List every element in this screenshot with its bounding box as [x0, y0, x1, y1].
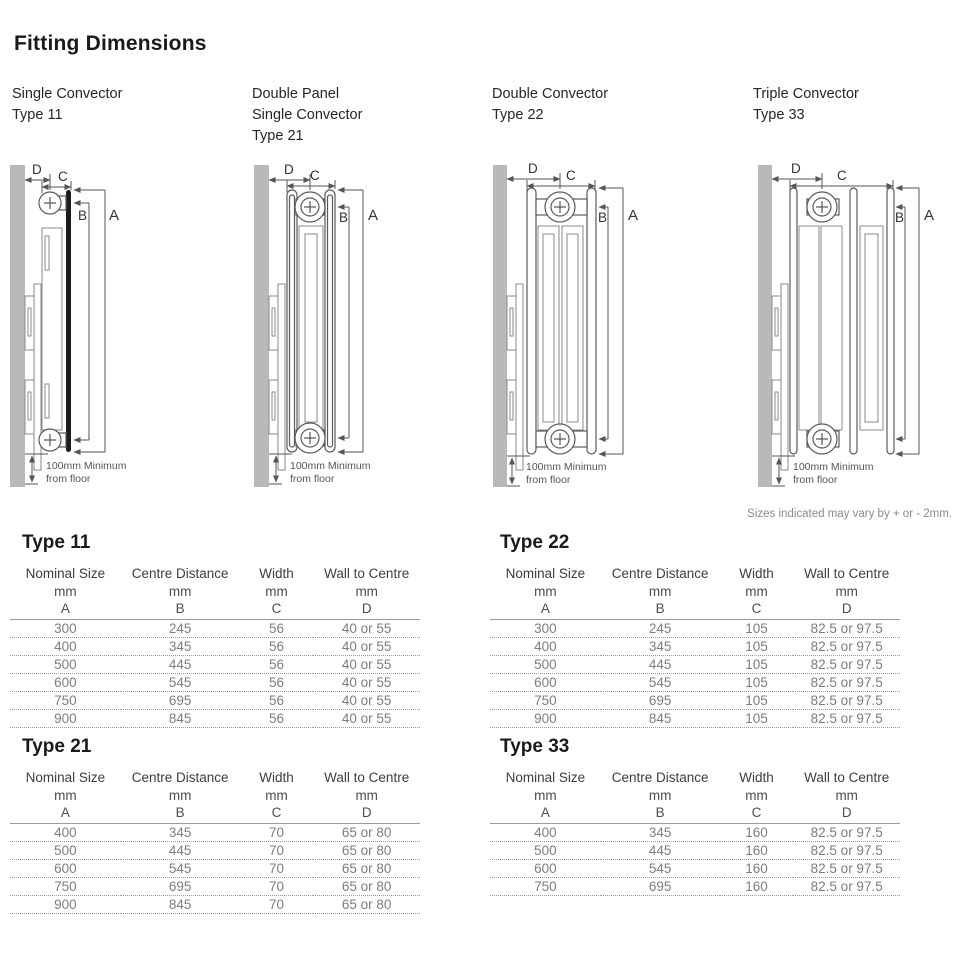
table-row [490, 842, 900, 860]
diagram-type22 [490, 162, 675, 494]
dim-b [74, 203, 89, 440]
table-cell: 160 [720, 842, 794, 860]
table-cell: 105 [720, 692, 794, 710]
table-cell: 82.5 or 97.5 [793, 710, 900, 728]
table-type33 [490, 768, 900, 896]
floor-note-line2: from floor [526, 474, 571, 486]
table-row [10, 824, 420, 842]
table-cell: 750 [490, 878, 601, 896]
col-header: Width [259, 566, 294, 581]
col-header: Centre Distance [611, 566, 709, 581]
table-header [490, 768, 900, 824]
table-cell: 56 [240, 656, 314, 674]
table-cell: 82.5 or 97.5 [793, 842, 900, 860]
col-unit: mm [534, 584, 557, 599]
dim-label-b: B [895, 210, 905, 225]
col-header: Nominal Size [25, 566, 106, 581]
col-letter: B [601, 600, 720, 620]
table-cell: 65 or 80 [313, 878, 420, 896]
diagram-type33 [753, 162, 953, 494]
col-unit: mm [168, 788, 192, 803]
col-letter: D [793, 600, 900, 620]
col-header: Wall to Centre [324, 770, 410, 785]
wall-bracket [772, 284, 788, 470]
table-cell: 160 [720, 860, 794, 878]
col-unit: mm [648, 788, 672, 803]
dim-label-c: C [837, 168, 847, 183]
table-cell: 600 [10, 860, 121, 878]
col-header: Wall to Centre [804, 770, 890, 785]
table-type11 [10, 564, 420, 728]
table-cell: 345 [601, 824, 720, 842]
col-unit: mm [355, 584, 378, 599]
caption-line: Double Panel [252, 86, 340, 102]
floor-note-line1: 100mm Minimum [46, 460, 127, 472]
table-row [490, 710, 900, 728]
wall [254, 165, 269, 487]
col-letter: C [240, 600, 314, 620]
table-cell: 82.5 or 97.5 [793, 692, 900, 710]
table-cell: 65 or 80 [313, 896, 420, 914]
table-body [10, 620, 420, 728]
col-letter: B [601, 804, 720, 824]
col-letter: D [313, 600, 420, 620]
table-cell: 245 [121, 620, 240, 638]
table-cell: 65 or 80 [313, 860, 420, 878]
table-row [490, 638, 900, 656]
col-letter: A [490, 600, 601, 620]
table-cell: 105 [720, 710, 794, 728]
caption-line: Type 22 [492, 107, 544, 123]
table-cell: 600 [490, 860, 601, 878]
dim-label-b: B [339, 210, 349, 225]
table-row [10, 674, 420, 692]
table-cell: 105 [720, 638, 794, 656]
table-cell: 70 [240, 824, 314, 842]
table-cell: 70 [240, 878, 314, 896]
col-letter: B [121, 600, 240, 620]
table-cell: 345 [121, 638, 240, 656]
dim-d [507, 162, 560, 189]
table-row [10, 896, 420, 914]
table-cell: 56 [240, 710, 314, 728]
valve-top-icon [39, 192, 66, 214]
dim-c [790, 168, 893, 192]
table-cell: 845 [121, 710, 240, 728]
table-cell: 500 [10, 842, 121, 860]
table-cell: 40 or 55 [313, 638, 420, 656]
floor-note-line2: from floor [793, 474, 838, 486]
table-cell: 500 [490, 656, 601, 674]
table-cell: 245 [601, 620, 720, 638]
table-cell: 82.5 or 97.5 [793, 638, 900, 656]
floor-note-line2: from floor [46, 473, 91, 485]
col-letter: C [720, 804, 794, 824]
table-cell: 40 or 55 [313, 674, 420, 692]
caption-type33 [753, 84, 859, 126]
table-cell: 695 [121, 878, 240, 896]
table-cell: 500 [10, 656, 121, 674]
table-cell: 82.5 or 97.5 [793, 656, 900, 674]
table-cell: 82.5 or 97.5 [793, 860, 900, 878]
table-cell: 845 [601, 710, 720, 728]
table-cell: 70 [240, 860, 314, 878]
table-cell: 65 or 80 [313, 824, 420, 842]
table-cell: 345 [601, 638, 720, 656]
dim-c [42, 169, 71, 193]
section-title-type11: Type 11 [22, 532, 91, 553]
table-cell: 105 [720, 620, 794, 638]
table-cell: 82.5 or 97.5 [793, 824, 900, 842]
col-header: Width [259, 770, 294, 785]
caption-line: Single Convector [12, 86, 123, 102]
col-unit: mm [355, 788, 378, 803]
table-cell: 70 [240, 842, 314, 860]
table-row [490, 824, 900, 842]
col-header: Nominal Size [25, 770, 106, 785]
table-cell: 900 [10, 896, 121, 914]
convector-fin [42, 228, 62, 430]
table-cell: 82.5 or 97.5 [793, 674, 900, 692]
caption-type11 [12, 84, 122, 126]
col-unit: mm [168, 584, 192, 599]
table-cell: 545 [601, 860, 720, 878]
col-letter: D [313, 804, 420, 824]
dim-label-d: D [791, 162, 801, 176]
dim-b [895, 207, 905, 439]
dim-a [74, 190, 119, 452]
convector-fins [538, 226, 583, 430]
caption-line: Type 33 [753, 107, 805, 123]
table-cell: 40 or 55 [313, 620, 420, 638]
col-unit: mm [745, 584, 768, 599]
tolerance-note: Sizes indicated may vary by + or - 2mm. [747, 508, 952, 520]
page-title: Fitting Dimensions [14, 32, 207, 55]
valve-top-icon [536, 192, 587, 222]
dim-b [598, 207, 608, 439]
table-cell: 750 [490, 692, 601, 710]
caption-line: Single Convector [252, 107, 363, 123]
floor-note-line1: 100mm Minimum [793, 461, 874, 473]
dim-label-a: A [368, 207, 379, 224]
table-cell: 900 [490, 710, 601, 728]
dim-label-c: C [310, 168, 320, 183]
col-letter: D [793, 804, 900, 824]
floor-note-line1: 100mm Minimum [290, 460, 371, 472]
col-letter: A [10, 600, 121, 620]
table-cell: 500 [490, 842, 601, 860]
col-unit: mm [835, 788, 858, 803]
col-header: Centre Distance [611, 770, 709, 785]
dim-label-a: A [109, 207, 120, 224]
table-body [490, 824, 900, 896]
table-cell: 600 [490, 674, 601, 692]
dim-label-a: A [628, 207, 639, 224]
table-row [10, 878, 420, 896]
table-cell: 160 [720, 878, 794, 896]
table-body [10, 824, 420, 914]
table-cell: 445 [121, 842, 240, 860]
floor-note-line2: from floor [290, 473, 335, 485]
wall [10, 165, 25, 487]
dim-d [25, 162, 50, 190]
col-header: Nominal Size [505, 770, 586, 785]
table-cell: 56 [240, 692, 314, 710]
dim-label-c: C [566, 168, 576, 183]
radiator-panel [66, 190, 71, 452]
table-cell: 300 [10, 620, 121, 638]
table-cell: 695 [601, 692, 720, 710]
col-unit: mm [648, 584, 672, 599]
wall [758, 165, 772, 487]
table-row [490, 674, 900, 692]
table-row [490, 692, 900, 710]
table-cell: 695 [601, 878, 720, 896]
diagram-type11 [8, 162, 193, 494]
table-cell: 545 [121, 860, 240, 878]
dim-label-d: D [32, 162, 42, 177]
table-row [10, 656, 420, 674]
caption-line: Double Convector [492, 86, 609, 102]
table-header [10, 768, 420, 824]
table-cell: 82.5 or 97.5 [793, 620, 900, 638]
table-cell: 545 [601, 674, 720, 692]
table-row [490, 860, 900, 878]
convector-fin [299, 226, 323, 430]
col-unit: mm [265, 584, 288, 599]
table-cell: 445 [601, 842, 720, 860]
table-cell: 400 [10, 824, 121, 842]
table-row [10, 842, 420, 860]
col-unit: mm [835, 584, 858, 599]
table-cell: 105 [720, 674, 794, 692]
table-type21 [10, 768, 420, 914]
dim-a [338, 190, 378, 452]
table-header [490, 564, 900, 620]
table-cell: 40 or 55 [313, 656, 420, 674]
col-letter: A [10, 804, 121, 824]
table-cell: 70 [240, 896, 314, 914]
table-type22 [490, 564, 900, 728]
table-cell: 56 [240, 620, 314, 638]
dim-label-a: A [924, 207, 935, 224]
dim-b [338, 207, 349, 438]
table-cell: 56 [240, 674, 314, 692]
col-letter: A [490, 804, 601, 824]
table-cell: 545 [121, 674, 240, 692]
table-cell: 40 or 55 [313, 710, 420, 728]
table-cell: 400 [490, 824, 601, 842]
table-row [10, 638, 420, 656]
table-cell: 300 [490, 620, 601, 638]
valve-bottom-icon [295, 423, 325, 453]
col-letter: C [240, 804, 314, 824]
dim-label-b: B [78, 208, 88, 223]
col-unit: mm [265, 788, 288, 803]
table-cell: 56 [240, 638, 314, 656]
table-cell: 400 [490, 638, 601, 656]
col-header: Width [739, 566, 774, 581]
table-cell: 695 [121, 692, 240, 710]
col-unit: mm [745, 788, 768, 803]
col-letter: C [720, 600, 794, 620]
table-row [490, 656, 900, 674]
section-title-type22: Type 22 [500, 532, 570, 553]
dim-label-b: B [598, 210, 608, 225]
convector-fins [799, 226, 883, 430]
caption-type21 [252, 84, 362, 147]
valve-top-icon [295, 192, 325, 222]
col-header: Wall to Centre [324, 566, 410, 581]
dim-a [896, 188, 934, 454]
dim-label-c: C [58, 169, 68, 184]
table-cell: 445 [121, 656, 240, 674]
table-cell: 400 [10, 638, 121, 656]
section-title-type21: Type 21 [22, 736, 92, 757]
table-cell: 750 [10, 878, 121, 896]
table-cell: 600 [10, 674, 121, 692]
table-cell: 345 [121, 824, 240, 842]
col-header: Nominal Size [505, 566, 586, 581]
table-cell: 82.5 or 97.5 [793, 878, 900, 896]
table-row [10, 860, 420, 878]
caption-line: Type 21 [252, 128, 304, 144]
col-header: Centre Distance [131, 770, 229, 785]
table-row [10, 620, 420, 638]
table-cell: 445 [601, 656, 720, 674]
table-cell: 65 or 80 [313, 842, 420, 860]
table-row [10, 710, 420, 728]
wall [493, 165, 507, 487]
valve-top-icon [807, 192, 839, 222]
table-cell: 40 or 55 [313, 692, 420, 710]
table-cell: 750 [10, 692, 121, 710]
dim-a [599, 188, 638, 454]
dim-label-d: D [528, 162, 538, 176]
caption-line: Triple Convector [753, 86, 859, 102]
table-body [490, 620, 900, 728]
col-header: Width [739, 770, 774, 785]
col-header: Wall to Centre [804, 566, 890, 581]
col-header: Centre Distance [131, 566, 229, 581]
floor-note-line1: 100mm Minimum [526, 461, 607, 473]
table-row [490, 878, 900, 896]
col-unit: mm [534, 788, 557, 803]
table-cell: 845 [121, 896, 240, 914]
caption-type22 [492, 84, 608, 126]
col-unit: mm [54, 788, 77, 803]
table-cell: 160 [720, 824, 794, 842]
table-row [490, 620, 900, 638]
wall-bracket [269, 284, 285, 470]
table-row [10, 692, 420, 710]
valve-bottom-icon [39, 429, 66, 451]
table-cell: 900 [10, 710, 121, 728]
section-title-type33: Type 33 [500, 736, 570, 757]
diagram-type21 [248, 162, 433, 494]
dim-label-d: D [284, 162, 294, 177]
col-unit: mm [54, 584, 77, 599]
dim-d [772, 162, 822, 189]
caption-line: Type 11 [12, 107, 63, 123]
col-letter: B [121, 804, 240, 824]
wall-bracket [507, 284, 523, 470]
table-cell: 105 [720, 656, 794, 674]
table-header [10, 564, 420, 620]
